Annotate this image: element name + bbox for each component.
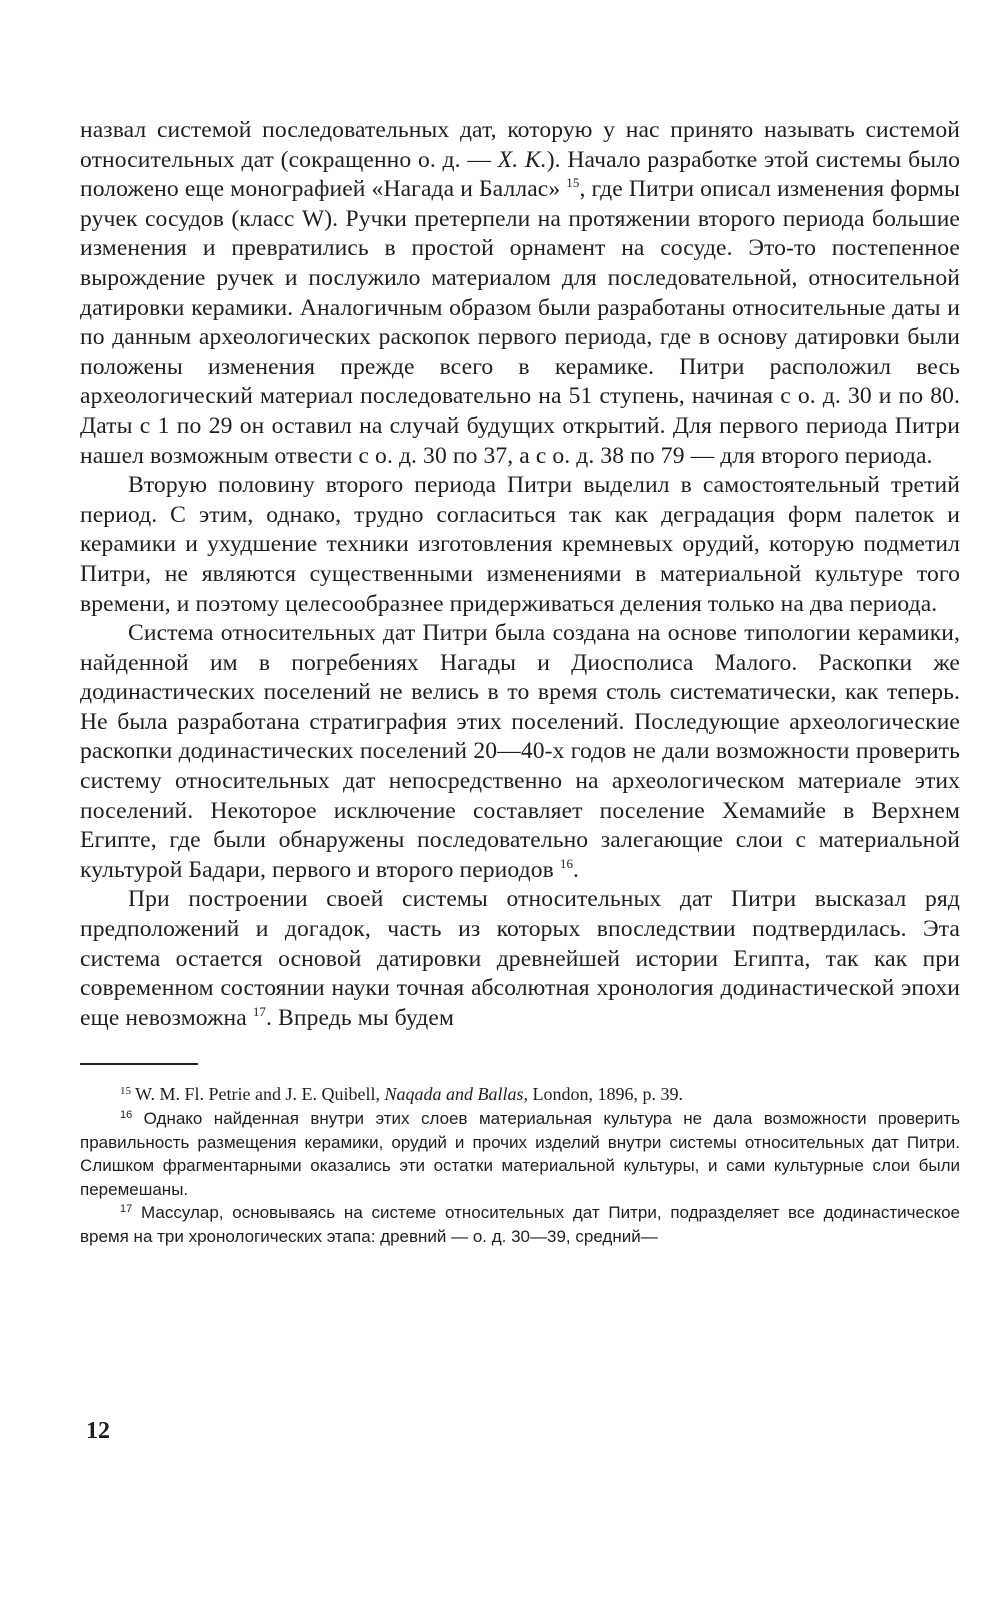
footnote-ref-15[interactable]: 15: [566, 175, 580, 191]
footnote-divider: [80, 1063, 198, 1065]
paragraph-1: назвал системой последовательных дат, которую у нас принято называть системой относительных дат (сокращенно о. д. — Х. К.). Начало разработке этой системы было положено еще монографией «Нагада и Баллас» $^{15}$, где Питри описал изменения формы ручек сосудов (класс W). Ручки претерпели на протяжении второго периода большие изменения и превратились в простой орнамент на сосуде. Это-то постепенное вырождение ручек и послужило материалом для последовательной, относительной датировки керамики. Аналогичным образом были разработаны относительные даты и по данным археологических раскопок первого периода, где в основу датировки были положены изменения прежде всего в керамике. Питри расположил весь археологический материал последовательно на 51 ступень, начиная с о. д. 30 и по 80. Даты с 1 по 29 он оставил на случай будущих открытий. Для первого периода Питри нашел возможным отвести с о. д. 30 по 37, а с о. д. 38 по 79 — для второго периода.: [80, 117, 961, 469]
paragraph-4: При построении своей системы относительных дат Питри высказал ряд предположений и догадок, часть из которых впоследствии подтвердилась. Эта система остается основой датировки древнейшей истории Египта, так как при современном состоянии науки точная абсолютная хронология додинастической эпохи еще невозможна $^{17}$. Впредь мы будем: [80, 886, 960, 1031]
footnote-ref-16[interactable]: 16: [559, 855, 574, 871]
footnote-17: $^{17}$ Массулар, основываясь на системе относительных дат Питри, подразделяет все додинастическое время на три хронологических этапа: древний — о. д. 30—39, средний—: [80, 1203, 960, 1246]
footnote-16: $^{16}$ Однако найденная внутри этих слоев материальная культура не дала возможности проверить правильность размещения керамики, орудий и прочих изделий внутри системы относительных дат Питри. Слишком фрагментарными оказались эти остатки материальной культуры, и сами культурные слои были перемешаны.: [80, 1109, 960, 1199]
page-number: 12: [86, 1418, 110, 1444]
author-initials: Х. К.: [497, 146, 547, 173]
paragraph-3: Система относительных дат Питри была создана на основе типологии керамики, найденной им в погребениях Нагады и Диосполиса Малого. Раскопки же додинастических поселений не велись в то время столь систематически, как теперь. Не была разработана стратиграфия этих поселений. Последующие археологические раскопки додинастических поселений 20—40-х годов не дали возможности проверить систему относительных дат непосредственно на археологическом материале этих поселений. Некоторое исключение составляет поселение Хемамийе в Верхнем Египте, где были обнаружены последовательно залегающие слои с материальной культурой Бадари, первого и второго периодов $^{16}$.: [80, 620, 960, 883]
footnotes: [80, 1083, 960, 1248]
paragraph-2: Вторую половину второго периода Питри выделил в самостоятельный третий период. С этим, однако, трудно согласиться так как деградация форм палеток и керамики и ухудшение техники изготовления кремневых орудий, которую подметил Питри, не являются существенными изменениями в материальной культуре того времени, и поэтому целесообразнее придерживаться деления только на два периода.: [80, 472, 960, 617]
footnote-15: $^{15}$ W. M. Fl. Petrie and J. E. Quibell, Naqada and Ballas, London, 1896, p. 39.: [120, 1084, 684, 1105]
footnote-ref-17[interactable]: 17: [252, 1003, 267, 1019]
main-text: [80, 116, 960, 1033]
